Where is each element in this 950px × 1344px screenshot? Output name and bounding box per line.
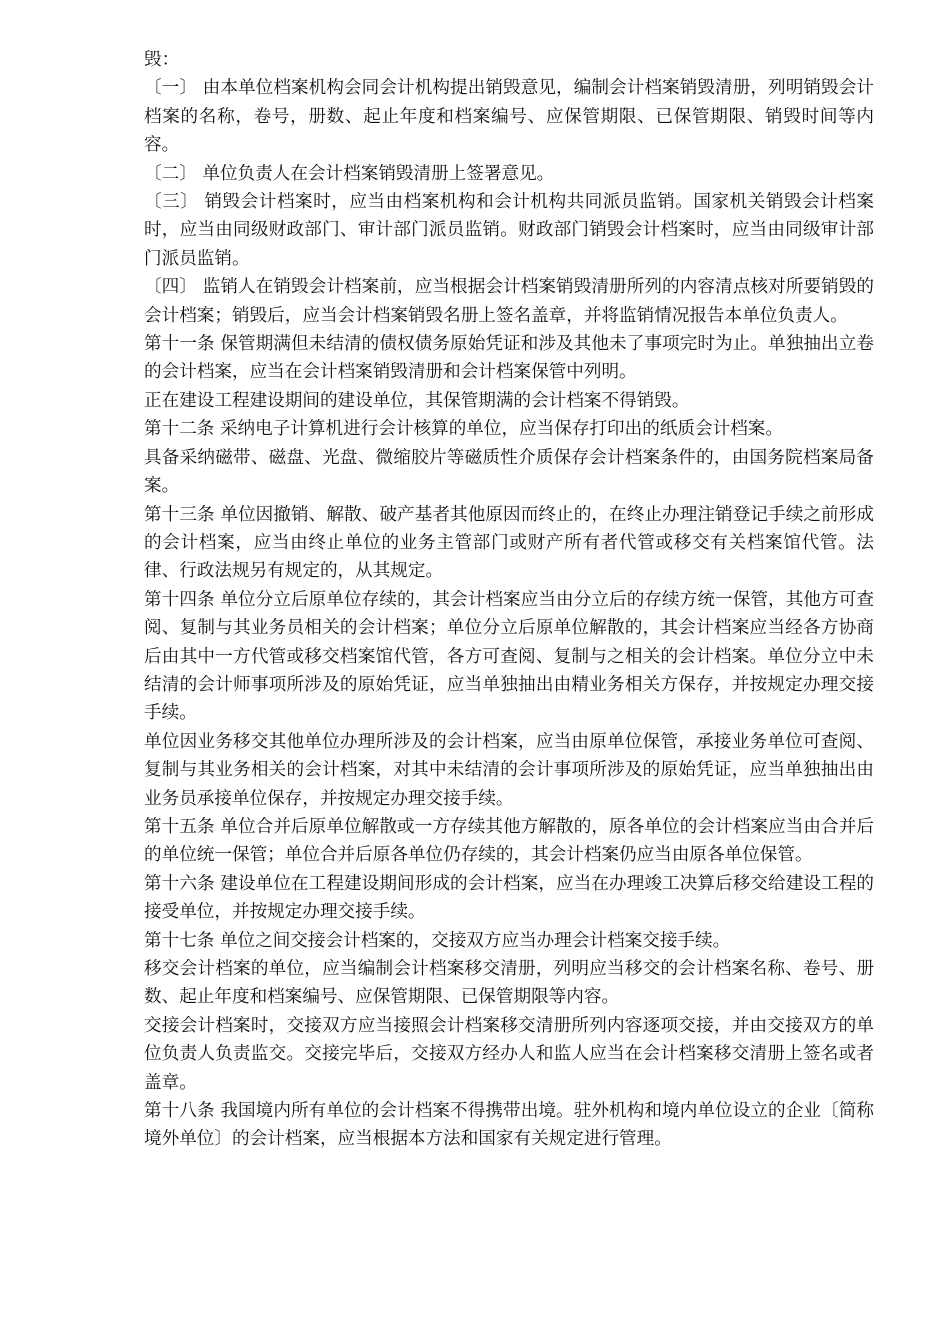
paragraph-1: 毁： [144,50,180,70]
paragraph-10: 第十三条 单位因撤销、解散、破产基者其他原因而终止的，在终止办理注销登记手续之前形成的会计档案，应当由终止单位的业务主管部门或财产所有者代管或移交有关档案馆代管。法律、行政法规另有规定的，从其规定。 [144,504,874,582]
paragraph-14: 第十六条 建设单位在工程建设期间形成的会计档案，应当在办理竣工决算后移交给建设工程的接受单位，并按规定办理交接手续。 [144,873,874,923]
paragraph-5: 〔四〕 监销人在销毁会计档案前，应当根据会计档案销毁清册所列的内容清点核对所要销毁的会计档案；销毁后，应当会计档案销毁名册上签名盖章，并将监销情况报告本单位负责人。 [144,277,874,326]
paragraph-16: 移交会计档案的单位，应当编制会计档案移交清册，列明应当移交的会计档案名称、卷号、册数、起止年度和档案编号、应保管期限、已保管期限等内容。 [144,959,874,1008]
paragraph-3: 〔二〕 单位负责人在会计档案销毁清册上签署意见。 [144,163,555,184]
paragraph-12: 单位因业务移交其他单位办理所涉及的会计档案，应当由原单位保管，承接业务单位可查阅、复制与其业务相关的会计档案，对其中未结清的会计事项所涉及的原始凭证，应当单独抽出由业务员承接单位保存，并按规定办理交接手续。 [144,731,874,809]
paragraph-9: 具备采纳磁带、磁盘、光盘、微缩胶片等磁质性介质保存会计档案条件的，由国务院档案局备案。 [144,447,874,497]
document-page [144,46,874,1154]
paragraph-2: 〔一〕 由本单位档案机构会同会计机构提出销毁意见，编制会计档案销毁清册，列明销毁会计档案的名称，卷号，册数、起止年度和档案编号、应保管期限、已保管期限、销毁时间等内容。 [144,78,874,156]
paragraph-8: 第十二条 采纳电子计算机进行会计核算的单位，应当保存打印出的纸质会计档案。 [144,419,783,440]
paragraph-4: 〔三〕 销毁会计档案时，应当由档案机构和会计机构共同派员监销。国家机关销毁会计档案时，应当由同级财政部门、审计部门派员监销。财政部门销毁会计档案时，应当由同级审计部门派员监销。 [144,192,874,269]
paragraph-17: 交接会计档案时，交接双方应当接照会计档案移交清册所列内容逐项交接，并由交接双方的单位负责人负责监交。交接完毕后，交接双方经办人和监人应当在会计档案移交清册上签名或者盖章。 [144,1015,874,1093]
paragraph-13: 第十五条 单位合并后原单位解散或一方存续其他方解散的，原各单位的会计档案应当由合并后的单位统一保管；单位合并后原各单位仍存续的，其会计档案仍应当由原各单位保管。 [144,816,874,866]
paragraph-7: 正在建设工程建设期间的建设单位，其保管期满的会计档案不得销毁。 [144,390,690,411]
paragraph-15: 第十七条 单位之间交接会计档案的，交接双方应当办理会计档案交接手续。 [144,930,731,951]
paragraph-18: 第十八条 我国境内所有单位的会计档案不得携带出境。驻外机构和境内单位设立的企业〔简称境外单位〕的会计档案，应当根据本方法和国家有关规定进行管理。 [144,1101,874,1150]
paragraph-6: 第十一条 保管期满但未结清的债权债务原始凭证和涉及其他未了事项完时为止。单独抽出立卷的会计档案，应当在会计档案销毁清册和会计档案保管中列明。 [144,334,874,383]
paragraph-11: 第十四条 单位分立后原单位存续的，其会计档案应当由分立后的存续方统一保管，其他方可查阅、复制与其业务员相关的会计档案；单位分立后原单位解散的，其会计档案应当经各方协商后由其中一方代管或移交档案馆代管，各方可查阅、复制与之相关的会计档案。单位分立中未结清的会计师事项所涉及的原始凭证，应当单独抽出由精业务相关方保存，并按规定办理交接手续。 [144,589,874,724]
